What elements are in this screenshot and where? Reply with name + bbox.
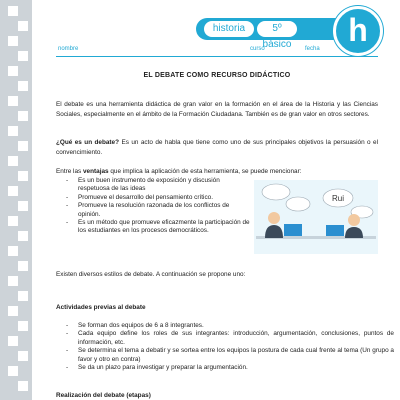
prior-heading: Actividades previas al debate (56, 304, 146, 311)
strip-square (8, 6, 18, 16)
strip-square (18, 381, 28, 391)
subject-tag: historia (204, 21, 254, 37)
strip-square (8, 306, 18, 316)
strip-square (18, 261, 28, 271)
bubble-text: Rui (331, 194, 345, 203)
person-left-head (268, 212, 280, 224)
name-field-label: nombre (58, 46, 79, 52)
strip-square (8, 186, 18, 196)
strip-square (18, 171, 28, 181)
strip-square (18, 21, 28, 31)
advantages-list (62, 177, 252, 236)
monitor-icon (326, 225, 344, 236)
strip-square (8, 336, 18, 346)
next-heading: Realización del debate (etapas) (56, 392, 151, 399)
list-item: - Promueve el desarrollo del pensamiento crítico. (62, 194, 252, 202)
strip-square (8, 156, 18, 166)
list-item: - Es un buen instrumento de exposición y discusión respetuosa de las ideas (62, 177, 252, 194)
list-item: - Promueve la resolución razonada de los conflictos de opinión. (62, 202, 252, 219)
person-right-head (348, 214, 360, 226)
strip-square (8, 216, 18, 226)
grade-tag: 5º básico (257, 21, 297, 37)
strip-square (8, 366, 18, 376)
advantages-lead (56, 167, 378, 177)
logo-h: h (333, 6, 383, 56)
course-field-label: curso (250, 46, 265, 52)
strip-square (18, 81, 28, 91)
prior-list (62, 322, 394, 372)
strip-square (18, 201, 28, 211)
strip-square (18, 321, 28, 331)
strip-square (18, 231, 28, 241)
speech-bubble-icon (286, 197, 310, 211)
intro-paragraph: El debate es una herramienta didáctica de gran valor en la formación en el área de la Historia y las Ciencias Sociales, especialmente en el ámbito de la Formación Ciudadana. También es de gran valor en otros sectores. (56, 101, 378, 118)
question-text: Es un acto de habla que tiene como uno de sus principales objetivos la persuasión o el convencimiento. (56, 139, 379, 156)
strip-square (8, 126, 18, 136)
question-bold: ¿Qué es un debate? (56, 139, 120, 146)
strip-square (8, 96, 18, 106)
list-item: - Se forman dos equipos de 6 a 8 integrantes. (62, 322, 394, 330)
strip-square (8, 36, 18, 46)
question-paragraph (56, 138, 378, 157)
strip-square (18, 351, 28, 361)
strip-square (8, 66, 18, 76)
strip-square (18, 51, 28, 61)
monitor-icon (284, 224, 302, 236)
strip-square (8, 276, 18, 286)
advantages-lead-post: que implica la aplicación de esta herramienta, se puede mencionar: (108, 168, 302, 175)
page-title: EL DEBATE COMO RECURSO DIDÁCTICO (143, 72, 291, 79)
list-item: - Se da un plazo para investigar y preparar la argumentación. (62, 364, 394, 372)
debate-illustration (254, 180, 378, 254)
student-fields-line (56, 46, 378, 57)
list-item: - Es un método que promueve eficazmente la participación de los estudiantes en los procesos democráticos. (62, 219, 252, 236)
list-item: - Se determina el tema a debatir y se sortea entre los equipos la postura de cada cual frente al tema (Un grupo a favor y otro en contra) (62, 347, 394, 364)
advantages-lead-bold: ventajas (83, 168, 109, 175)
speech-bubble-icon (262, 184, 290, 200)
strip-square (18, 111, 28, 121)
strip-square (18, 141, 28, 151)
strip-square (18, 291, 28, 301)
decorative-side-strip (0, 0, 32, 400)
strip-square (8, 246, 18, 256)
date-field-label: fecha (305, 46, 320, 52)
advantages-lead-pre: Entre las (56, 168, 83, 175)
list-item: - Cada equipo define los roles de sus integrantes: introducción, argumentación, conclusiones, puntos de información, etc. (62, 330, 394, 347)
styles-paragraph: Existen diversos estilos de debate. A continuación se propone uno: (56, 271, 246, 278)
